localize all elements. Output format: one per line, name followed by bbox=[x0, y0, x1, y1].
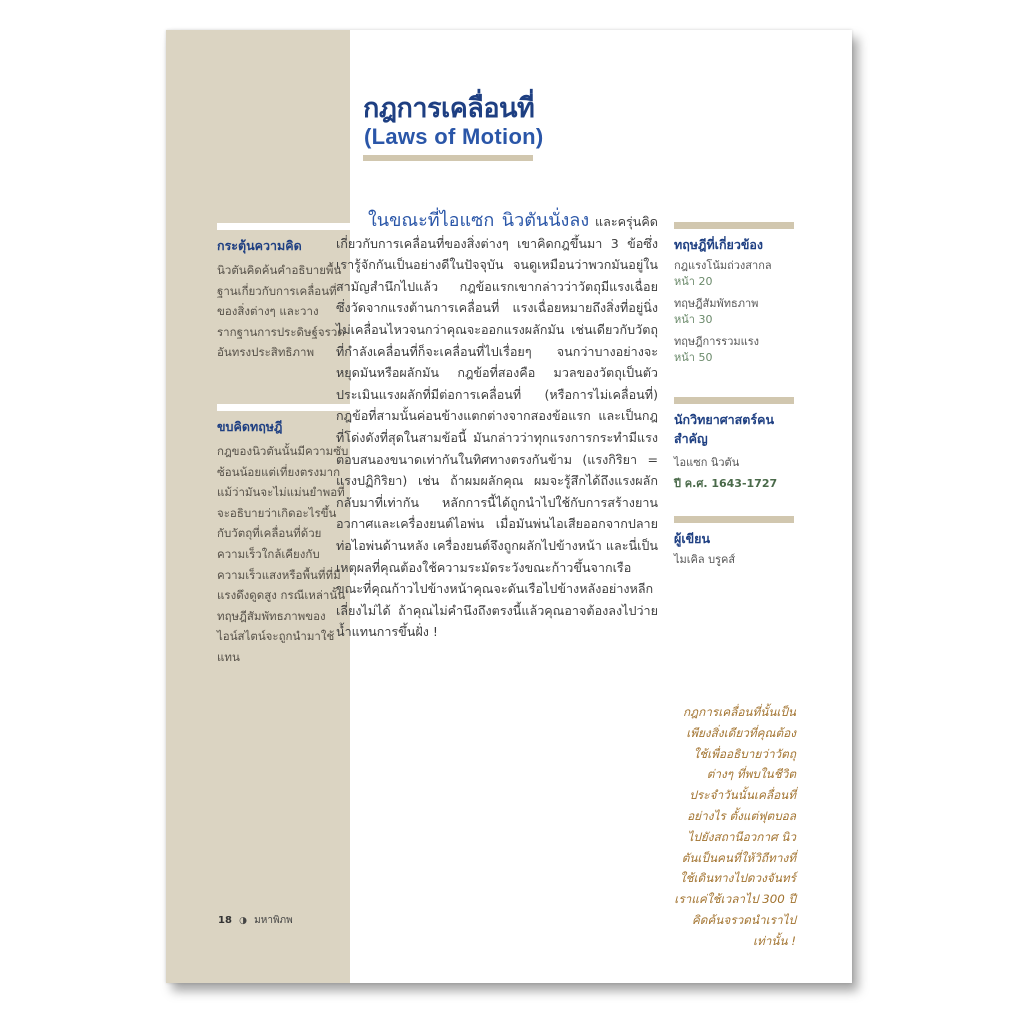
related-item-name: ทฤษฎีการรวมแรง bbox=[674, 335, 759, 348]
sidebar-box-inspire bbox=[217, 223, 350, 363]
book-title: มหาพิภพ bbox=[254, 915, 293, 926]
sidebar-box-theory bbox=[217, 404, 350, 668]
scientist-years: ปี ค.ศ. 1643-1727 bbox=[674, 477, 778, 490]
divider-bar bbox=[674, 397, 794, 404]
related-item-page: หน้า 30 bbox=[674, 313, 713, 326]
page-footer bbox=[218, 913, 293, 928]
sidebar-box-text: นิวตันคิดค้นคำอธิบายพื้นฐานเกี่ยวกับการเคลื่อนที่ของสิ่งต่างๆ และวางรากฐานการประดิษฐ์จรวดอันทรงประสิทธิภาพ bbox=[217, 263, 345, 360]
page-number: 18 bbox=[218, 915, 232, 926]
left-sidebar bbox=[166, 30, 350, 983]
sidebar-box-text: กฎของนิวตันนั้นมีความซับซ้อนน้อยแต่เที่ยงตรงมาก แม้ว่ามันจะไม่แม่นยำพอที่จะอธิบายว่าเกิดอะไรขึ้นกับวัตถุที่เคลื่อนที่ด้วยความเร็วใกล้เคียงกับความเร็วแสงหรือพื้นที่ที่มีแรงดึงดูดสูง กรณีเหล่านั้นทฤษฎีสัมพัทธภาพของไอน์สไตน์จะถูกนำมาใช้แทน bbox=[217, 444, 349, 664]
divider-bar bbox=[674, 222, 794, 229]
body-paragraph: และครุ่นคิดเกี่ยวกับการเคลื่อนที่ของสิ่งต่างๆ เขาคิดกฎขึ้นมา 3 ข้อซึ่งเรารู้จักกันเป็นอย่างดีในปัจจุบัน จนดูเหมือนว่าพวกมันอยู่ในสามัญสำนึกไปแล้ว กฎข้อแรกเขากล่าวว่าวัตถุมีแรงเฉื่อย ซึ่งวัดจากแรงต้านการเคลื่อนที่ แรงเฉื่อยหมายถึงสิ่งที่อยู่นิ่งไม่เคลื่อนไหวจนกว่าคุณจะออกแรงผลักมัน เช่นเดียวกับวัตถุที่กำลังเคลื่อนที่ก็จะเคลื่อนที่ไปเรื่อยๆ จนกว่าบางอย่างจะหยุดมันหรือผลักมัน กฎข้อที่สองคือ มวลของวัตถุเป็นตัวประเมินแรงผลักที่มีต่อการเคลื่อนที่ (หรือการไม่เคลื่อนที่) กฎข้อที่สามนั้นค่อนข้างแตกต่างจากสองข้อแรก และเป็นกฎที่โด่งดังที่สุดในสามข้อนี้ มันกล่าวว่าทุกแรงการกระทำมีแรงตอบสนองขนาดเท่ากันในทิศทางตรงกันข้าม (แรงกิริยา = แรงปฏิกิริยา) เช่น ถ้าผมผลักคุณ ผมจะรู้สึกได้ถึงแรงผลักกลับมาที่เท่ากัน หลักการนี้ได้ถูกนำไปใช้กับการสร้างยานอวกาศและเครื่องยนต์ไอพ่น เมื่อมันพ่นไอเสียออกจากปลายท่อไอพ่นด้านหลัง เครื่องยนต์จึงถูกผลักไปข้างหน้า และนี่เป็นเหตุผลที่คุณต้องใช้ความระมัดระวังขณะก้าวขึ้นจากเรือ ขณะที่คุณก้าวไปข้างหน้าคุณจะดันเรือไปข้างหลังอย่างหลีกเลี่ยงไม่ได้ ถ้าคุณไม่คำนึงถึงตรงนี้แล้วคุณอาจต้องลงไปว่ายน้ำแทนการขึ้นฝั่ง ! bbox=[336, 214, 658, 640]
author-title: ผู้เขียน bbox=[674, 531, 711, 546]
lead-text: ในขณะที่ไอแซก นิวตันนั่งลง bbox=[368, 210, 590, 231]
sidebar-box-title: ขบคิดทฤษฎี bbox=[217, 419, 283, 434]
author-box bbox=[674, 516, 794, 568]
main-body-text bbox=[336, 210, 658, 643]
related-item-page: หน้า 20 bbox=[674, 275, 713, 288]
pull-quote: กฎการเคลื่อนที่นั้นเป็นเพียงสิ่งเดียวที่คุณต้องใช้เพื่ออธิบายว่าวัตถุต่างๆ ที่พบในชีวิตประจำวันนั้นเคลื่อนที่อย่างไร ตั้งแต่ฟุตบอลไปยังสถานีอวกาศ นิวตันเป็นคนที่ให้วิถีทางที่ใช้เดินทางไปดวงจันทร์ เราแค่ใช้เวลาไป 300 ปีคิดค้นจรวดนำเราไปเท่านั้น ! bbox=[674, 705, 796, 948]
related-item-name: กฎแรงโน้มถ่วงสากล bbox=[674, 259, 772, 272]
key-scientist-title: นักวิทยาศาสตร์คนสำคัญ bbox=[674, 412, 775, 446]
divider-bar bbox=[674, 516, 794, 523]
related-item-page: หน้า 50 bbox=[674, 351, 713, 364]
divider-bar bbox=[217, 404, 350, 411]
author-name: ไมเคิล บรูคส์ bbox=[674, 553, 736, 566]
page-title-thai: กฎการเคลื่อนที่ bbox=[363, 93, 535, 124]
divider-bar bbox=[217, 223, 350, 230]
scientist-name: ไอแซก นิวตัน bbox=[674, 456, 740, 469]
sidebar-box-title: กระตุ้นความคิด bbox=[217, 238, 302, 253]
key-scientist-box bbox=[674, 397, 794, 494]
page-title-english: (Laws of Motion) bbox=[364, 124, 544, 149]
book-page bbox=[166, 30, 852, 983]
related-item-name: ทฤษฎีสัมพัทธภาพ bbox=[674, 297, 759, 310]
half-circle-icon: ◑ bbox=[239, 916, 247, 926]
related-theories-title: ทฤษฎีที่เกี่ยวข้อง bbox=[674, 237, 764, 252]
related-theories-box bbox=[674, 222, 794, 372]
title-underline bbox=[363, 155, 533, 161]
